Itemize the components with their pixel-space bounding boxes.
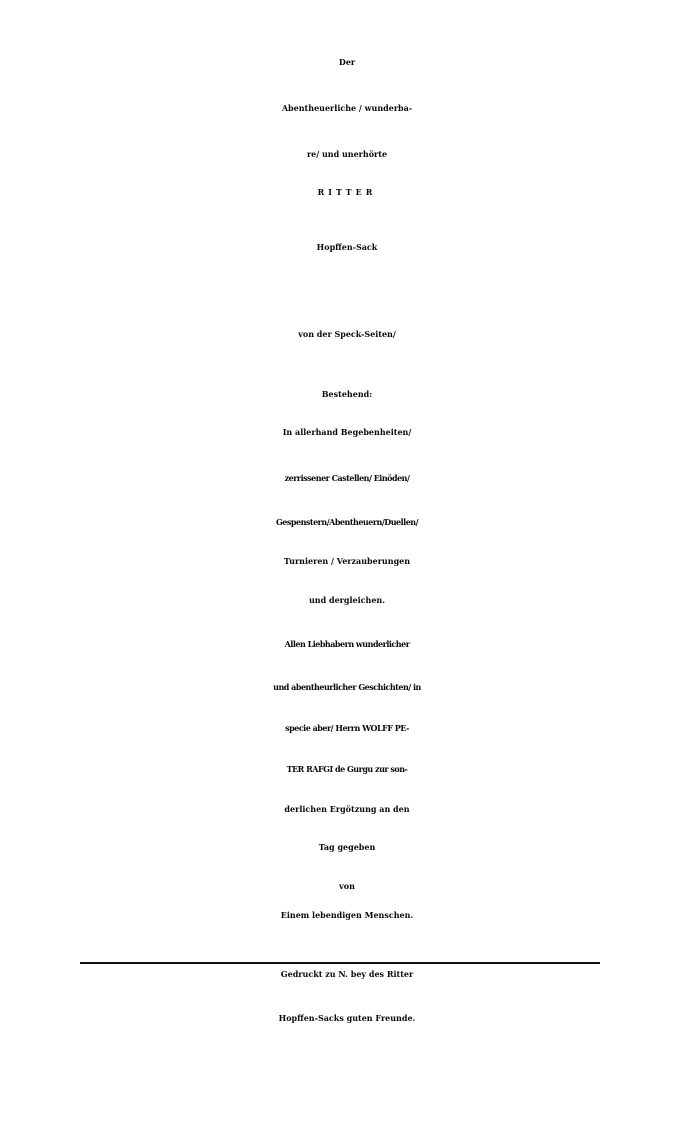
title-line-hopffen-sack: Hopffen-Sack [316,242,378,252]
title-line-rafgi: TER RAFGI de Gurgu zur son- [286,764,408,774]
title-line-geschichten: und abentheurlicher Geschichten/ in [273,682,421,692]
title-line-ergoetzung: derlichen Ergötzung an den [284,804,410,814]
imprint-line-freunde: Hopffen-Sacks guten Freunde. [278,1013,416,1023]
title-line-dergleichen: und dergleichen. [308,595,386,605]
title-line-castellen: zerrissener Castellen/ Einöden/ [284,473,410,483]
title-line-der: Der [338,57,356,67]
title-line-von: von [339,881,355,891]
title-line-tag-gegeben: Tag gegeben [318,842,376,852]
title-line-author: Einem lebendigen Menschen. [280,910,414,920]
title-line-gespenstern: Gespenstern/Abentheuern/Duellen/ [275,517,419,527]
title-line-bestehend: Bestehend: [321,389,373,399]
title-line-abentheuerliche: Abentheuerliche / wunderba- [281,103,413,113]
title-line-turnieren: Turnieren / Verzauberungen [283,556,411,566]
title-line-begebenheiten: In allerhand Begebenheiten/ [282,427,412,437]
title-line-speck-seiten: von der Speck-Seiten/ [298,329,396,339]
divider-rule [80,962,600,964]
title-line-ritter: RITTER [317,187,377,197]
title-line-wolff-peter: specie aber/ Herrn WOLFF PE- [285,723,409,733]
title-line-liebhabern: Allen Liebhabern wunderlicher [284,639,410,649]
imprint-line-gedruckt: Gedruckt zu N. bey des Ritter [280,969,414,979]
title-line-unerhoerte: re/ und unerhörte [306,149,388,159]
